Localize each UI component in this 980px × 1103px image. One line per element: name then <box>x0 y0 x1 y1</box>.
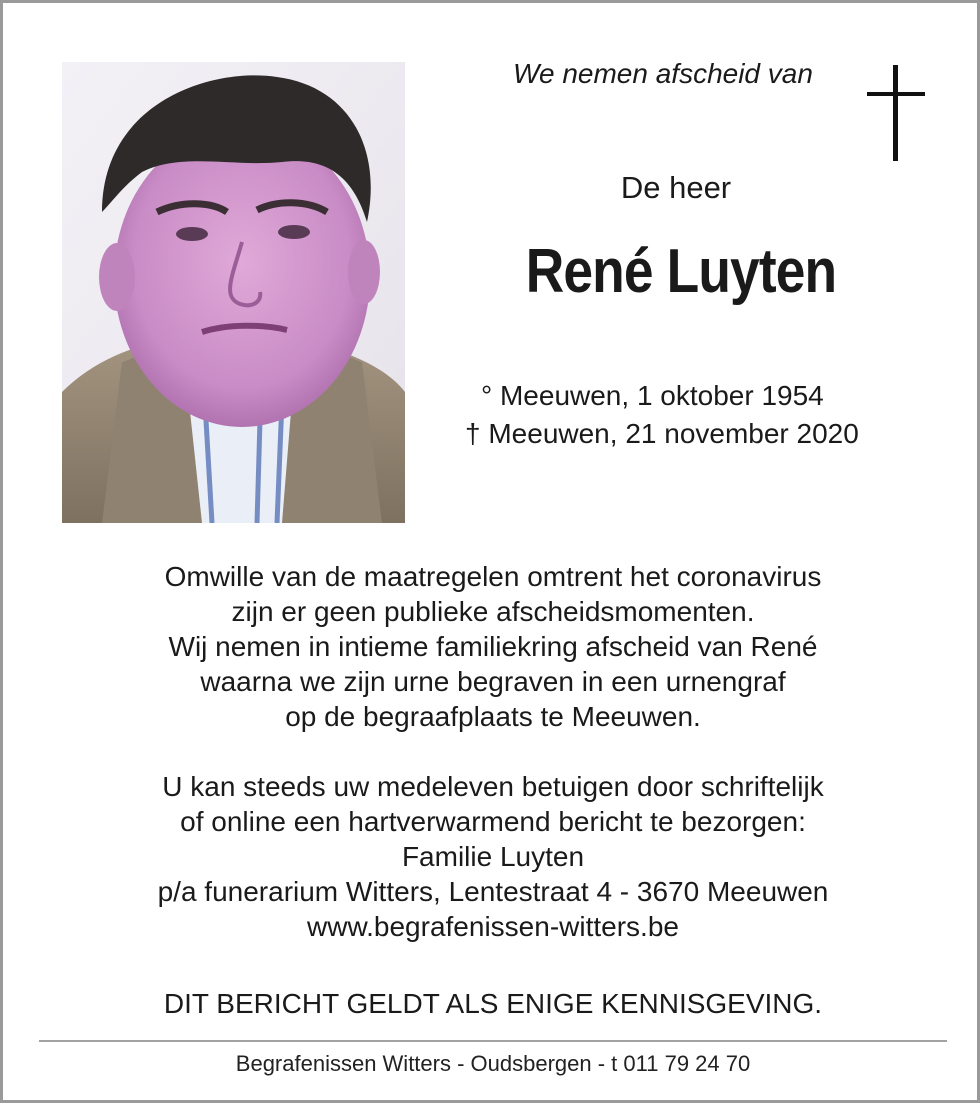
notice-text: DIT BERICHT GELDT ALS ENIGE KENNISGEVING. <box>163 988 823 1019</box>
salutation: De heer <box>620 170 732 205</box>
deceased-name: René Luyten <box>525 237 837 306</box>
message-line: waarna we zijn urne begraven in een urnengraf <box>200 666 786 697</box>
message-line: op de begraafplaats te Meeuwen. <box>285 701 701 732</box>
condolence-line: p/a funerarium Witters, Lentestraat 4 - 3670 Meeuwen <box>157 876 829 907</box>
footer-text: Begrafenissen Witters - Oudsbergen - t 011 79 24 70 <box>235 1051 751 1076</box>
message-line: Omwille van de maatregelen omtrent het coronavirus <box>164 561 822 592</box>
portrait-photo <box>62 62 405 523</box>
message-line: zijn er geen publieke afscheidsmomenten. <box>231 596 755 627</box>
condolence-line: Familie Luyten <box>401 841 585 872</box>
divider <box>39 1040 947 1042</box>
intro-text: We nemen afscheid van <box>513 58 813 89</box>
death-line: † Meeuwen, 21 november 2020 <box>465 418 859 449</box>
condolence-line: of online een hartverwarmend bericht te bezorgen: <box>180 806 806 837</box>
website-link[interactable]: www.begrafenissen-witters.be <box>307 911 679 942</box>
message-line: Wij nemen in intieme familiekring afscheid van René <box>168 631 818 662</box>
cross-icon <box>867 65 925 161</box>
portrait-illustration <box>62 62 405 523</box>
message-block <box>43 559 943 944</box>
condolence-line: U kan steeds uw medeleven betuigen door schriftelijk <box>162 771 824 802</box>
birth-line: ° Meeuwen, 1 oktober 1954 <box>481 380 824 411</box>
